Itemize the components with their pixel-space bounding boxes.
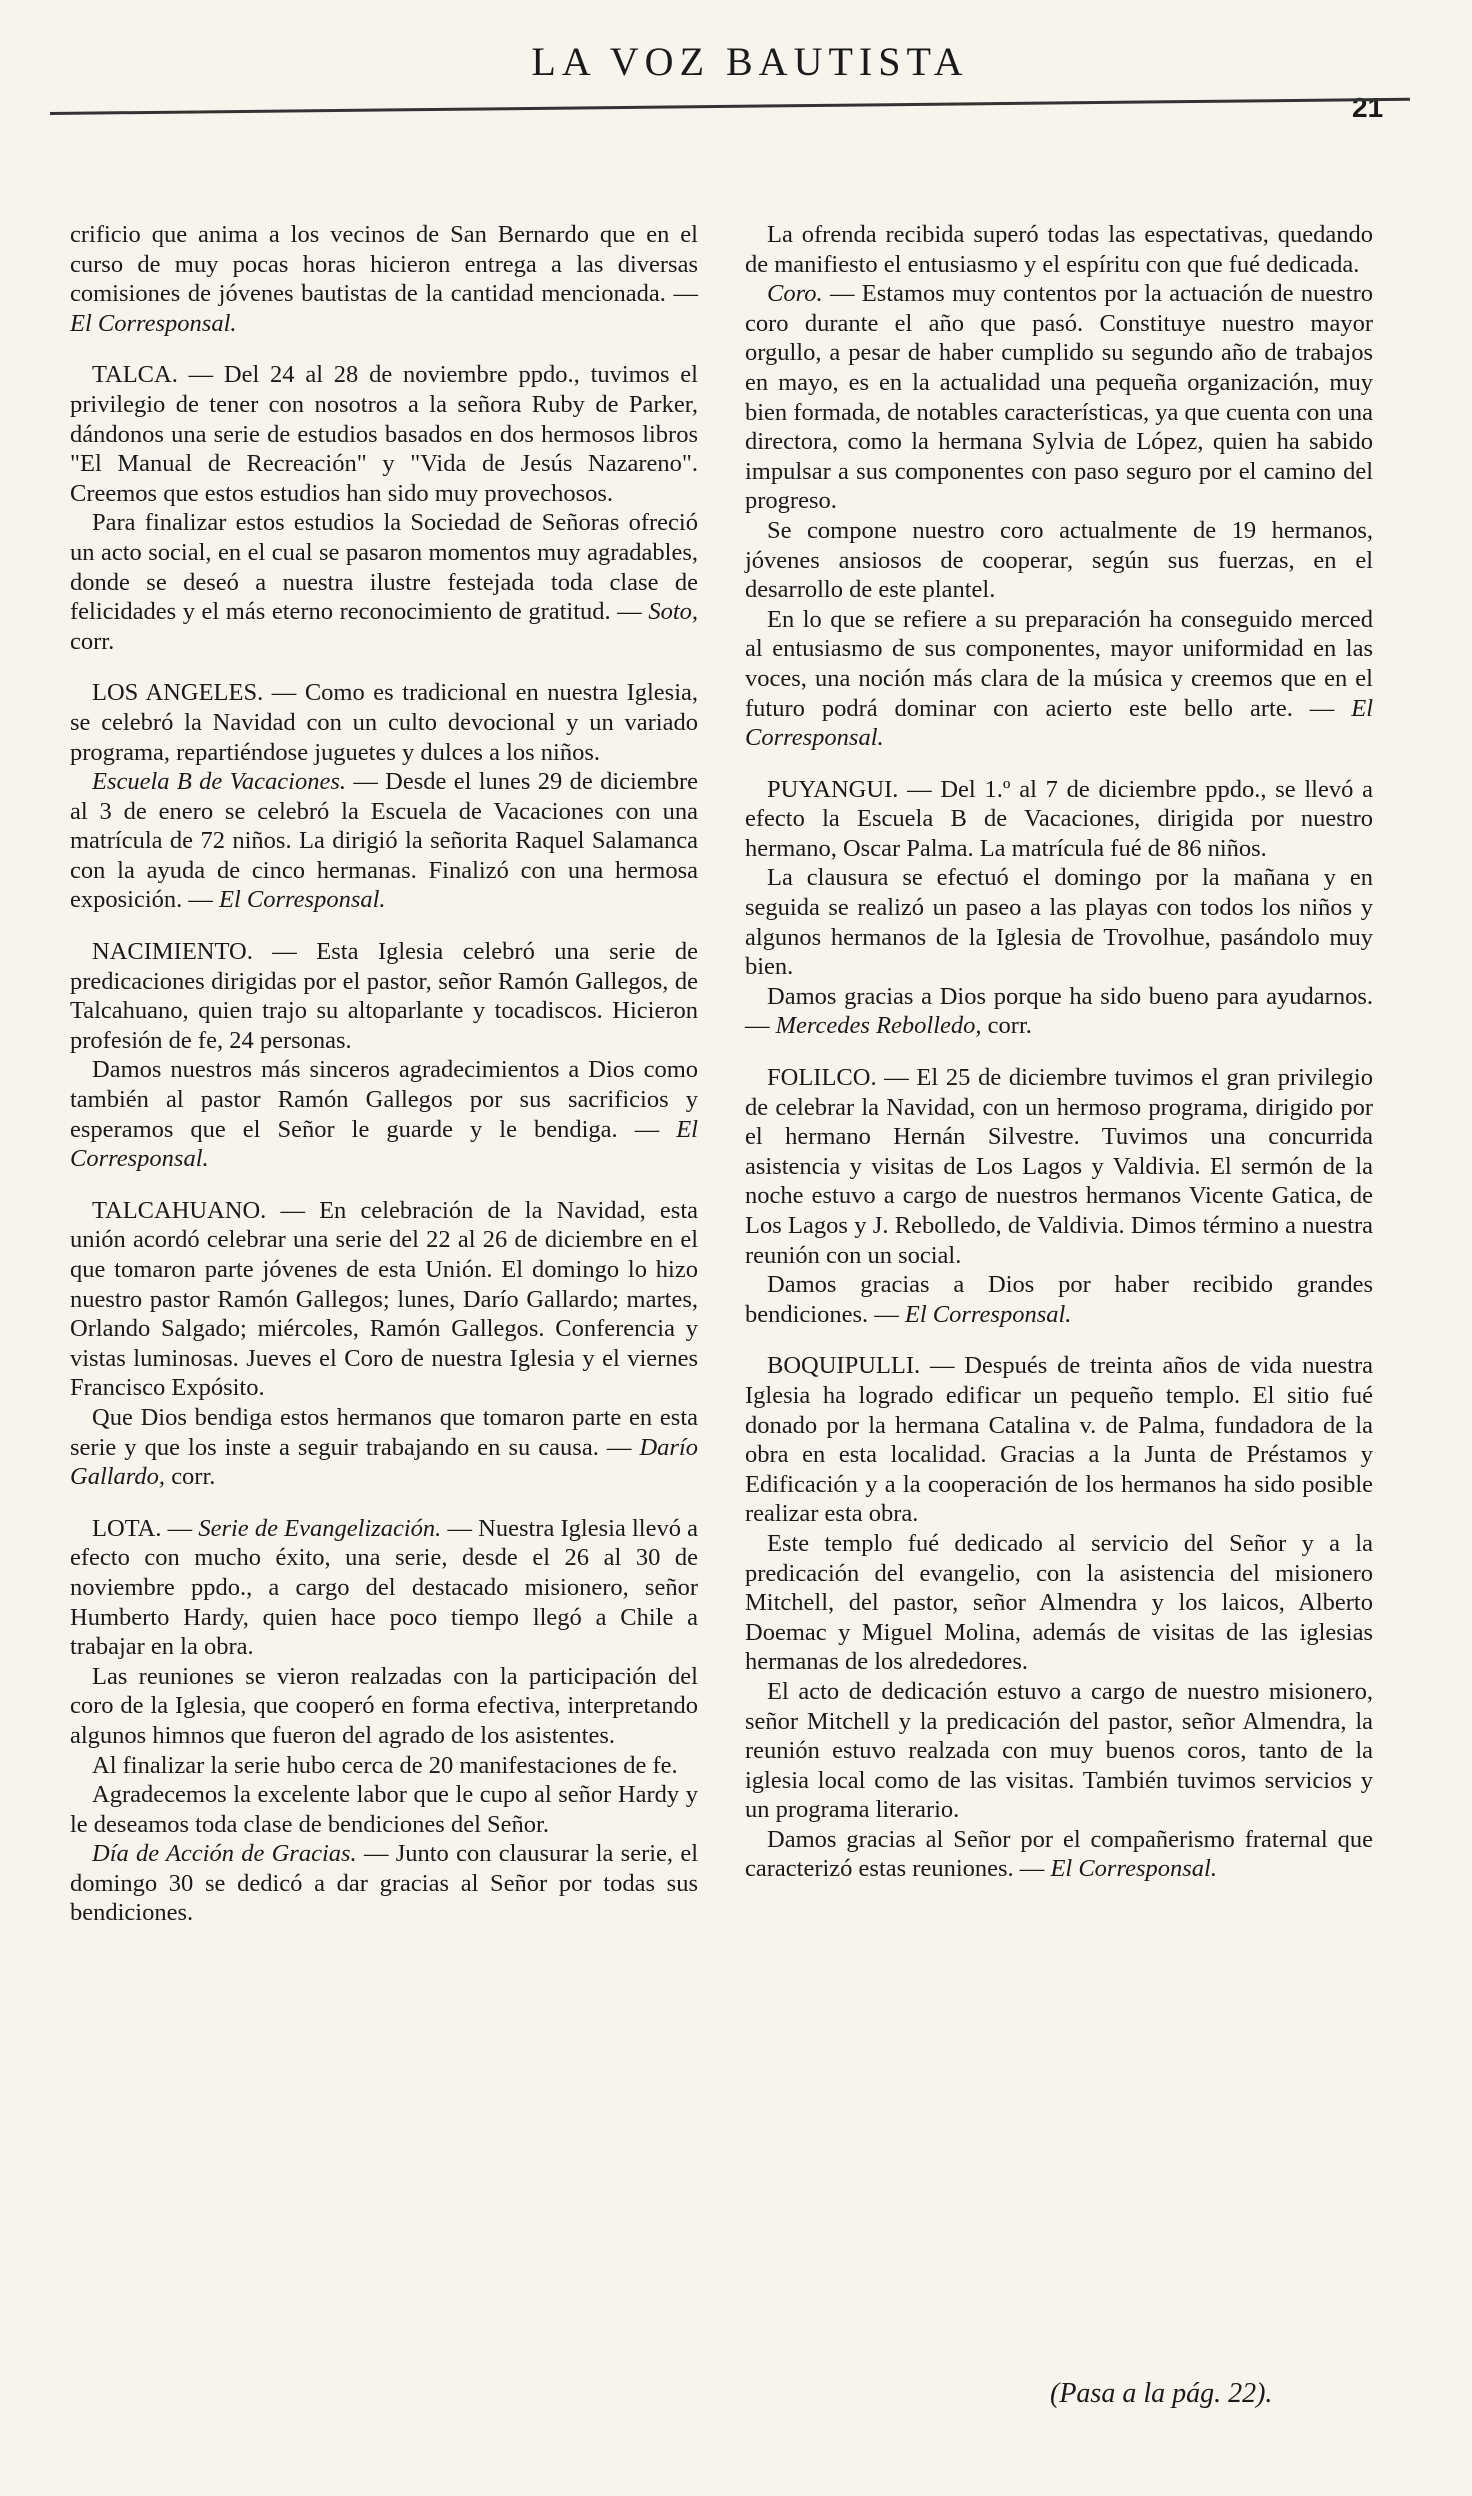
paragraph: LOS ANGELES. — Como es tradicional en nuestra Iglesia, se celebró la Navidad con un culto devocional y un variado programa, repartiéndose juguetes y dulces a los niños. (70, 679, 698, 766)
subheading: Escuela B de Vacaciones. (92, 768, 346, 796)
paragraph: La ofrenda recibida superó todas las espectativas, quedando de manifiesto el entusiasmo y el espíritu con que fué dedicada. (745, 221, 1373, 278)
paragraph: Se compone nuestro coro actualmente de 19 hermanos, jóvenes ansiosos de cooperar, según sus fuerzas, en el desarrollo de este plantel. (745, 516, 1373, 604)
subheading: Día de Acción de Gracias. (92, 1840, 357, 1868)
subheading: Serie de Evangelización. (198, 1514, 442, 1542)
paragraph: PUYANGUI. — Del 1.º al 7 de diciembre ppdo., se llevó a efecto la Escuela B de Vacaciones, dirigida por nuestro hermano, Oscar Palma. La matrícula fué de 86 niños. (745, 775, 1373, 862)
byline: Mercedes Rebolledo, (775, 1012, 982, 1040)
article-lota (70, 1514, 698, 1928)
paragraph: TALCA. — Del 24 al 28 de noviembre ppdo., tuvimos el privilegio de tener con nosotros a la señora Ruby de Parker, dándonos una serie de estudios basados en dos hermosos libros "El Manual de Recreación" y "Vida de Jesús Nazareno". Creemos que estos estudios han sido muy provechosos. (70, 361, 698, 507)
paragraph: Agradecemos la excelente labor que le cupo al señor Hardy y le deseamos toda clase de bendiciones del Señor. (70, 1781, 698, 1838)
byline: Soto, (648, 598, 699, 626)
paragraph: Este templo fué dedicado al servicio del Señor y a la predicación del evangelio, con la asistencia del misionero Mitchell, del pastor, señor Almendra y los laicos, Alberto Doemac y Miguel Molina, además de visitas de las iglesias hermanas de los alrededores. (745, 1529, 1373, 1676)
byline: El Corresponsal. (219, 886, 386, 914)
byline: El Corresponsal. (70, 309, 237, 337)
paragraph: La clausura se efectuó el domingo por la mañana y en seguida se realizó un paseo a las playas con todos los niños y algunos hermanos de la Iglesia de Trovolhue, pasándolo muy bien. (745, 864, 1373, 981)
right-column (745, 220, 1373, 1906)
header-rule (50, 98, 1410, 115)
byline: El Corresponsal. (745, 694, 1374, 752)
continued-on-page-note: (Pasa a la pág. 22). (1050, 2378, 1273, 2409)
paragraph: Escuela B de Vacaciones. — Desde el lunes 29 de diciembre al 3 de enero se celebró la Escuela de Vacaciones con una matrícula de 72 niños. La dirigió la señorita Raquel Salamanca con la ayuda de cinco hermanas. Finalizó con una hermosa exposición. — El Corresponsal. (70, 768, 699, 914)
paragraph: Las reuniones se vieron realzadas con la participación del coro de la Iglesia, que cooperó en forma efectiva, interpretando algunos himnos que fueron del agrado de los asistentes. (70, 1662, 698, 1749)
paragraph: Damos nuestros más sinceros agradecimientos a Dios como también al pastor Ramón Gallegos por sus sacrificios y esperamos que el Señor le guarde y le bendiga. — El Corresponsal. (70, 1056, 698, 1173)
article-puyangui (745, 775, 1373, 1041)
left-column (70, 220, 698, 1950)
paragraph: LOTA. — Serie de Evangelización. — Nuestra Iglesia llevó a efecto con mucho éxito, una serie, desde el 26 al 30 de noviembre ppdo., a cargo del destacado misionero, señor Humberto Hardy, quien hace poco tiempo llegó a Chile a trabajar en la obra. (70, 1514, 699, 1661)
byline: El Corresponsal. (1050, 1855, 1217, 1883)
paragraph: FOLILCO. — El 25 de diciembre tuvimos el gran privilegio de celebrar la Navidad, con un hermoso programa, dirigido por el hermano Hernán Silvestre. Tuvimos una concurrida asistencia y visitas de Los Lagos y Valdivia. El sermón de la noche estuvo a cargo de nuestros hermanos Vicente Gatica, de Los Lagos y J. Rebolledo, de Valdivia. Dimos término a nuestra reunión con un social. (745, 1064, 1373, 1269)
paragraph: Que Dios bendiga estos hermanos que tomaron parte en esta serie y que los inste a seguir trabajando en su causa. — Darío Gallardo, corr. (70, 1403, 699, 1491)
page-number: 21 (1352, 92, 1384, 123)
paragraph: BOQUIPULLI. — Después de treinta años de vida nuestra Iglesia ha logrado edificar un pequeño templo. El sitio fué donado por la hermana Catalina v. de Palma, fundadora de la obra en esta localidad. Gracias a la Junta de Préstamos y Edificación y a la cooperación de los hermanos ha sido posible realizar esta obra. (745, 1352, 1373, 1528)
article-talcahuano (70, 1196, 698, 1492)
paragraph: Día de Acción de Gracias. — Junto con clausurar la serie, el domingo 30 se dedicó a dar gracias al Señor por todas sus bendiciones. (70, 1840, 698, 1927)
subheading: Coro. (767, 280, 823, 308)
article-folilco (745, 1063, 1373, 1329)
paragraph: En lo que se refiere a su preparación ha conseguido merced al entusiasmo de sus componentes, mayor uniformidad en las voces, una noción más clara de la música y creemos que en el futuro podrá dominar con acierto este bello arte. — El Corresponsal. (745, 605, 1374, 752)
paragraph: Damos gracias a Dios porque ha sido bueno para ayudarnos. — Mercedes Rebolledo, corr. (745, 982, 1373, 1040)
article-nacimiento (70, 937, 698, 1174)
paragraph: TALCAHUANO. — En celebración de la Navidad, esta unión acordó celebrar una serie del 22 al 26 de diciembre en el que tomaron parte jóvenes de esta Unión. El domingo lo hizo nuestro pastor Ramón Gallegos; lunes, Darío Gallardo; martes, Orlando Salgado; miércoles, Ramón Gallegos. Conferencia y vistas luminosas. Jueves el Coro de nuestra Iglesia y el viernes Francisco Expósito. (70, 1196, 698, 1402)
byline: Darío Gallardo, (70, 1433, 699, 1491)
paragraph: Para finalizar estos estudios la Sociedad de Señoras ofreció un acto social, en el cual se pasaron momentos muy agradables, donde se deseó a nuestra ilustre festejada toda clase de felicidades y el más eterno reconocimiento de gratitud. — Soto, corr. (70, 509, 699, 655)
paragraph: El acto de dedicación estuvo a cargo de nuestro misionero, señor Mitchell y la predicación del pastor, señor Almendra, la reunión estuvo realzada con muy buenos coros, tanto de la iglesia local como de las visitas. También tuvimos servicios y un programa literario. (745, 1677, 1373, 1824)
article-boquipulli (745, 1351, 1373, 1884)
paragraph: crificio que anima a los vecinos de San Bernardo que en el curso de muy pocas horas hicieron entrega a las diversas comisiones de jóvenes bautistas de la cantidad mencionada. — El Corresponsal. (70, 221, 698, 337)
paragraph: Damos gracias al Señor por el compañerismo fraternal que caracterizó estas reuniones. — El Corresponsal. (745, 1825, 1373, 1883)
masthead-title: LA VOZ BAUTISTA (531, 39, 969, 84)
byline: El Corresponsal. (70, 1115, 698, 1173)
article-talca (70, 360, 698, 656)
paragraph: Coro. — Estamos muy contentos por la actuación de nuestro coro durante el año que pasó. Constituye nuestro mayor orgullo, a pesar de haber cumplido su segundo año de trabajos en mayo, es en la actualidad una pequeña organización, muy bien formada, de notables características, ya que cuenta con una directora, como la hermana Sylvia de López, quien ha sabido impulsar a sus componentes con paso seguro por el camino del progreso. (745, 280, 1374, 515)
article-los-angeles (70, 678, 698, 915)
byline: El Corresponsal. (904, 1300, 1072, 1328)
article-ofrenda-coro (745, 220, 1373, 753)
paragraph: Damos gracias a Dios por haber recibido grandes bendiciones. — El Corresponsal. (745, 1271, 1373, 1328)
paragraph: NACIMIENTO. — Esta Iglesia celebró una serie de predicaciones dirigidas por el pastor, señor Ramón Gallegos, de Talcahuano, quien trajo su altoparlante y tocadiscos. Hicieron profesión de fe, 24 personas. (70, 938, 698, 1054)
paragraph: Al finalizar la serie hubo cerca de 20 manifestaciones de fe. (92, 1751, 678, 1779)
article-san-bernardo-continued (70, 220, 698, 338)
